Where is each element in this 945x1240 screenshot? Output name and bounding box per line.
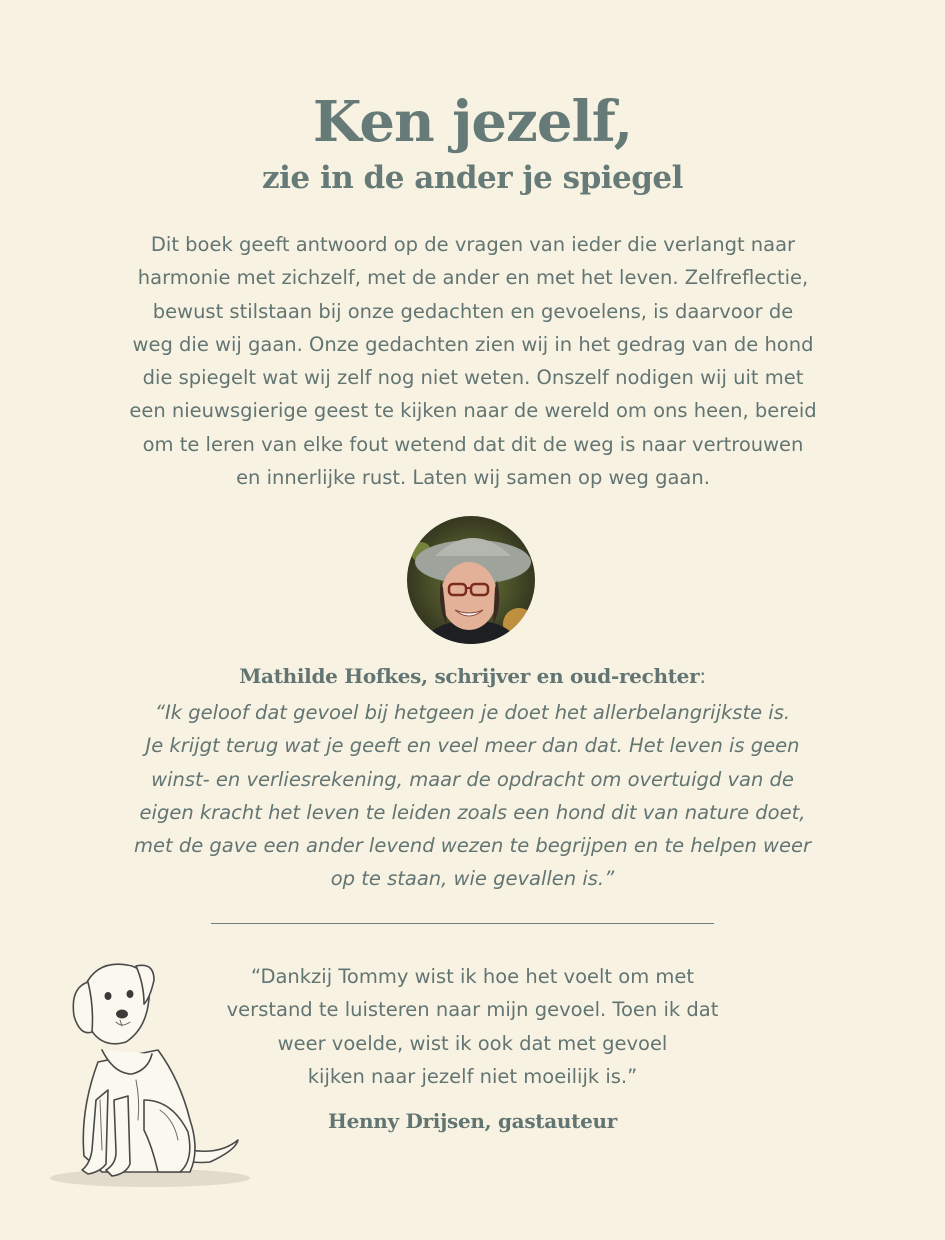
testimonial-quote-1 xyxy=(110,696,835,896)
testimonial-author-1-name: Mathilde Hofkes, schrijver en oud-rechter xyxy=(239,664,700,688)
quote-line: weer voelde, wist ik ook dat met gevoel xyxy=(277,1031,668,1055)
quote-line: met de gave een ander levend wezen te begrijpen en te helpen weer xyxy=(134,834,811,858)
testimonial-author-1 xyxy=(0,662,945,690)
testimonial-quote-2 xyxy=(205,960,740,1093)
intro-line: en innerlijke rust. Laten wij samen op weg gaan. xyxy=(236,466,710,490)
quote-line: eigen kracht het leven te leiden zoals een hond dit van nature doet, xyxy=(139,800,806,824)
author-portrait-photo xyxy=(407,516,535,644)
intro-line: een nieuwsgierige geest te kijken naar de wereld om ons heen, bereid xyxy=(129,399,817,423)
quote-line: kijken naar jezelf niet moeilijk is.” xyxy=(307,1064,638,1088)
author-colon: : xyxy=(699,664,706,688)
intro-line: weg die wij gaan. Onze gedachten zien wij in het gedrag van de hond xyxy=(132,332,814,356)
testimonial-author-2: Henny Drijsen, gastauteur xyxy=(328,1109,617,1133)
quote-line: verstand te luisteren naar mijn gevoel. Toen ik dat xyxy=(226,998,719,1022)
intro-line: harmonie met zichzelf, met de ander en met het leven. Zelfreflectie, xyxy=(137,266,809,290)
intro-line: om te leren van elke fout wetend dat dit de weg is naar vertrouwen xyxy=(142,432,804,456)
page-subtitle: zie in de ander je spiegel xyxy=(262,160,683,196)
intro-line: bewust stilstaan bij onze gedachten en gevoelens, is daarvoor de xyxy=(152,299,794,323)
quote-line: op te staan, wie gevallen is.” xyxy=(330,867,615,891)
quote-line: winst- en verliesrekening, maar de opdracht om overtuigd van de xyxy=(151,767,794,791)
intro-line: Dit boek geeft antwoord op de vragen van ieder die verlangt naar xyxy=(150,233,796,256)
quote-line: “Ik geloof dat gevoel bij hetgeen je doet het allerbelangrijkste is. xyxy=(154,701,791,724)
quote-line: “Dankzij Tommy wist ik hoe het voelt om met xyxy=(250,965,695,988)
quote-line: Je krijgt terug wat je geeft en veel meer dan dat. Het leven is geen xyxy=(145,734,800,758)
intro-line: die spiegelt wat wij zelf nog niet weten. Onszelf nodigen wij uit met xyxy=(142,366,804,390)
section-divider xyxy=(211,923,714,924)
intro-paragraph xyxy=(108,228,838,494)
page-title: Ken jezelf, xyxy=(312,89,633,155)
